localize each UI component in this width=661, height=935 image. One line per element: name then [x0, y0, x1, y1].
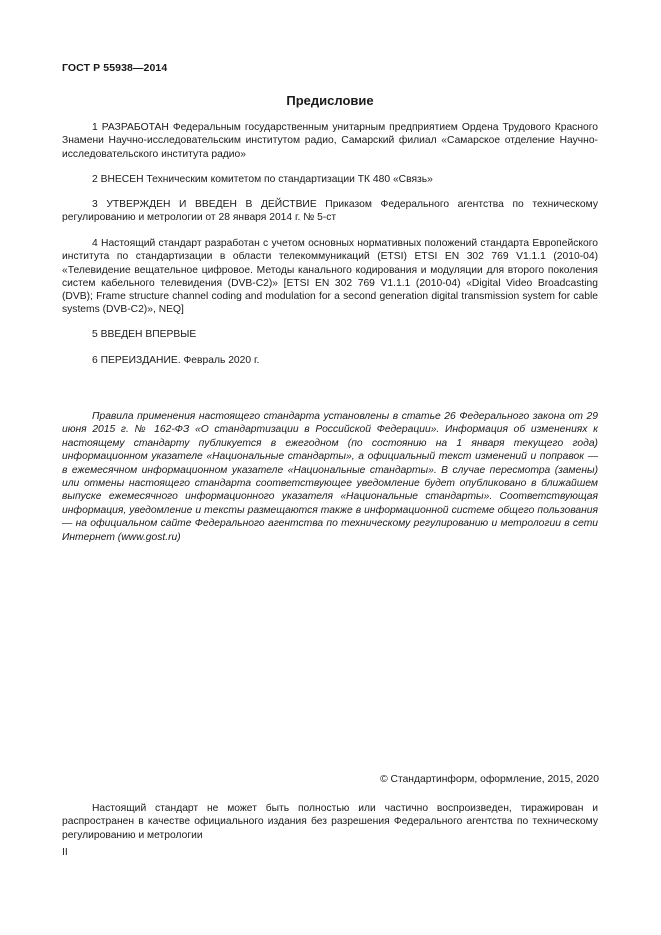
paragraph-reissue: 6 ПЕРЕИЗДАНИЕ. Февраль 2020 г. — [92, 355, 260, 366]
paragraph-first-introduced: 5 ВВЕДЕН ВПЕРВЫЕ — [92, 329, 197, 340]
page-number: II — [62, 847, 68, 858]
paragraph-developed: 1 РАЗРАБОТАН Федеральным государственным унитарным предприятием Ордена Трудового Красного Знамени Научно-исследовательским институтом радио, Самарский филиал «Самарское отделение Научно-исследовательского института радио» — [62, 122, 598, 160]
paragraph-approved: 3 УТВЕРЖДЕН И ВВЕДЕН В ДЕЙСТВИЕ Приказом Федерального агентства по техническому регулированию и метрологии от 28 января 2014 г. № 5-ст — [62, 199, 598, 224]
rules-notice: Правила применения настоящего стандарта установлены в статье 26 Федерального закона от 29 июня 2015 г. № 162-ФЗ «О стандартизации в Российской Федерации». Информация об изменениях к настоящему стандарту публикуется в ежегодном (по состоянию на 1 января текущего года) информационном указателе «Национальные стандарты», а официальный текст изменений и поправок — в ежемесячном информационном указателе «Национальные стандарты». В случае пересмотра (замены) или отмены настоящего стандарта соответствующее уведомление будет опубликовано в ближайшем выпуске ежемесячного информационного указателя «Национальные стандарты». Соответствующая информация, уведомление и тексты размещаются также в информационной системе общего пользования — на официальном сайте Федерального агентства по техническому регулированию и метрологии в сети Интернет (www.gost.ru) — [62, 411, 598, 543]
reproduction-notice: Настоящий стандарт не может быть полностью или частично воспроизведен, тиражирован и распространен в качестве официального издания без разрешения Федерального агентства по техническому регулированию и метрологии — [62, 803, 598, 841]
paragraph-introduced: 2 ВНЕСЕН Техническим комитетом по стандартизации ТК 480 «Связь» — [92, 174, 433, 185]
copyright-line: © Стандартинформ, оформление, 2015, 2020 — [380, 774, 599, 785]
document-number: ГОСТ Р 55938—2014 — [62, 62, 168, 74]
paragraph-developed-basis: 4 Настоящий стандарт разработан с учетом основных нормативных положений стандарта Европейского института по стандартизации в области телекоммуникаций (ETSI) ETSI EN 302 769 V1.1.1 (2010-04) «Телевидение вещательное цифровое. Методы канального кодирования и модуляции для второго поколения систем кабельного телевидения (DVB-C2)» [ETSI EN 302 769 V1.1.1 (2010-04) «Digital Video Broadcasting (DVB); Frame structure channel coding and modulation for a second generation digital transmission system for cable systems (DVB-C2)», NEQ] — [62, 238, 598, 316]
section-title: Предисловие — [286, 93, 374, 108]
